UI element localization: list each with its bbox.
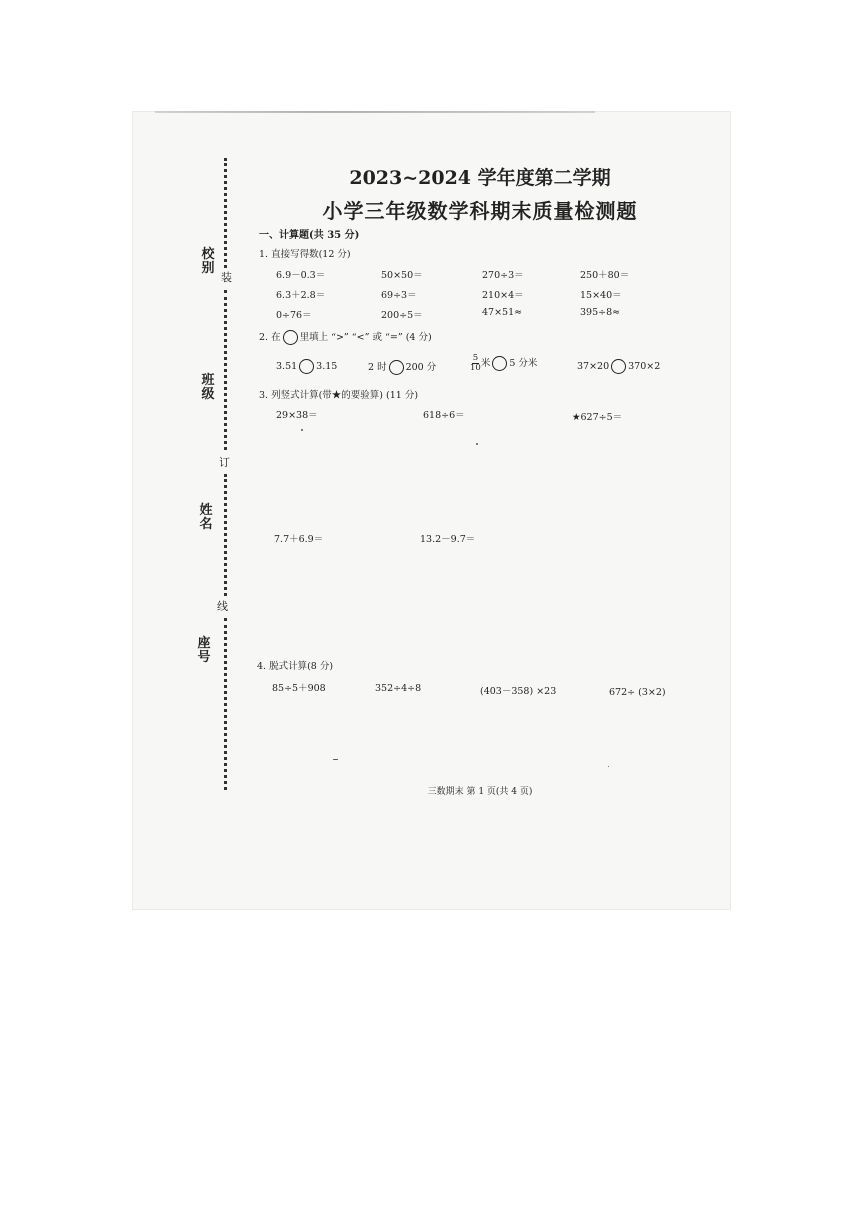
compare-right: 3.15 bbox=[316, 361, 338, 372]
side-label-name-1: 姓 bbox=[199, 503, 213, 518]
side-label-class-1: 班 bbox=[201, 373, 215, 388]
section-heading-calc: 一、计算题(共 35 分) bbox=[259, 230, 360, 241]
q2-compare-item bbox=[276, 359, 337, 374]
binding-line-1 bbox=[224, 158, 227, 268]
q2-title-prefix: 2. 在 bbox=[259, 332, 281, 343]
compare-right: 200 分 bbox=[405, 362, 437, 373]
q1-item: 200÷5＝ bbox=[381, 310, 423, 321]
q2-title-suffix: 里填上 “>” “<” 或 “=” (4 分) bbox=[299, 332, 432, 343]
q3-item: 7.7＋6.9＝ bbox=[274, 534, 324, 545]
side-label-name-2: 名 bbox=[199, 517, 213, 532]
q1-item: 69÷3＝ bbox=[381, 290, 417, 301]
binding-line-4 bbox=[224, 618, 227, 790]
side-label-school-2: 别 bbox=[201, 261, 215, 276]
side-label-seat-2: 号 bbox=[197, 650, 211, 665]
scan-speck bbox=[476, 443, 478, 445]
binding-char-xian: 线 bbox=[217, 600, 228, 613]
q4-item: 352÷4÷8 bbox=[375, 683, 422, 694]
q1-item: 210×4＝ bbox=[482, 290, 524, 301]
compare-circle[interactable] bbox=[492, 356, 507, 371]
fraction bbox=[470, 354, 481, 373]
compare-left: 2 时 bbox=[368, 362, 387, 373]
q1-item: 250＋80＝ bbox=[580, 270, 630, 281]
q2-compare-item bbox=[470, 354, 537, 373]
q3-item: 13.2－9.7＝ bbox=[420, 534, 476, 545]
q4-title: 4. 脱式计算(8 分) bbox=[257, 661, 334, 672]
compare-left-unit: 米 bbox=[480, 358, 491, 369]
side-label-class-2: 级 bbox=[201, 387, 215, 402]
q1-item: 47×51≈ bbox=[482, 307, 523, 318]
q4-item: 85÷5＋908 bbox=[272, 683, 326, 694]
page-footer: 三数期末 第 1 页(共 4 页) bbox=[427, 787, 533, 797]
q1-item: 50×50＝ bbox=[381, 270, 423, 281]
q1-item: 6.3＋2.8＝ bbox=[276, 290, 326, 301]
exam-title-year: 2023~2024 学年度第二学期 bbox=[349, 167, 611, 189]
q3-item: ★627÷5＝ bbox=[572, 412, 623, 423]
q4-item: 672÷ (3×2) bbox=[609, 687, 666, 698]
q1-item: 270÷3＝ bbox=[482, 270, 524, 281]
q2-title bbox=[259, 329, 432, 345]
q3-item: 29×38＝ bbox=[276, 410, 318, 421]
compare-circle[interactable] bbox=[389, 360, 404, 375]
scan-speck bbox=[608, 766, 609, 767]
compare-right: 5 分米 bbox=[509, 358, 538, 369]
scan-speck bbox=[333, 759, 338, 760]
fraction-numerator: 5 bbox=[472, 353, 479, 363]
q1-item: 6.9－0.3＝ bbox=[276, 270, 326, 281]
side-label-seat-1: 座 bbox=[197, 636, 211, 651]
compare-circle[interactable] bbox=[611, 359, 626, 374]
binding-char-ding: 订 bbox=[219, 456, 230, 469]
binding-line-2 bbox=[224, 290, 227, 450]
compare-circle[interactable] bbox=[299, 359, 314, 374]
q2-compare-item bbox=[368, 359, 436, 375]
q1-item: 0÷76＝ bbox=[276, 310, 312, 321]
q4-item: (403－358) ×23 bbox=[480, 686, 557, 697]
q1-title: 1. 直接写得数(12 分) bbox=[259, 249, 351, 260]
scan-speck bbox=[301, 429, 303, 431]
scan-edge-line bbox=[155, 111, 595, 113]
q3-title: 3. 列竖式计算(带★的要验算) (11 分) bbox=[259, 390, 419, 401]
binding-line-3 bbox=[224, 474, 227, 596]
q3-item: 618÷6＝ bbox=[423, 410, 465, 421]
compare-right: 370×2 bbox=[628, 361, 661, 372]
circle-blank-icon bbox=[283, 330, 298, 345]
q2-compare-item bbox=[577, 359, 660, 374]
compare-left: 3.51 bbox=[276, 361, 298, 372]
compare-left: 37×20 bbox=[577, 361, 610, 372]
side-label-school-1: 校 bbox=[201, 247, 215, 262]
fraction-denominator: 10 bbox=[470, 363, 481, 373]
binding-char-zhuang: 装 bbox=[221, 271, 232, 284]
exam-title-subject: 小学三年级数学科期末质量检测题 bbox=[322, 199, 638, 223]
q1-item: 15×40＝ bbox=[580, 290, 622, 301]
q1-item: 395÷8≈ bbox=[580, 307, 621, 318]
